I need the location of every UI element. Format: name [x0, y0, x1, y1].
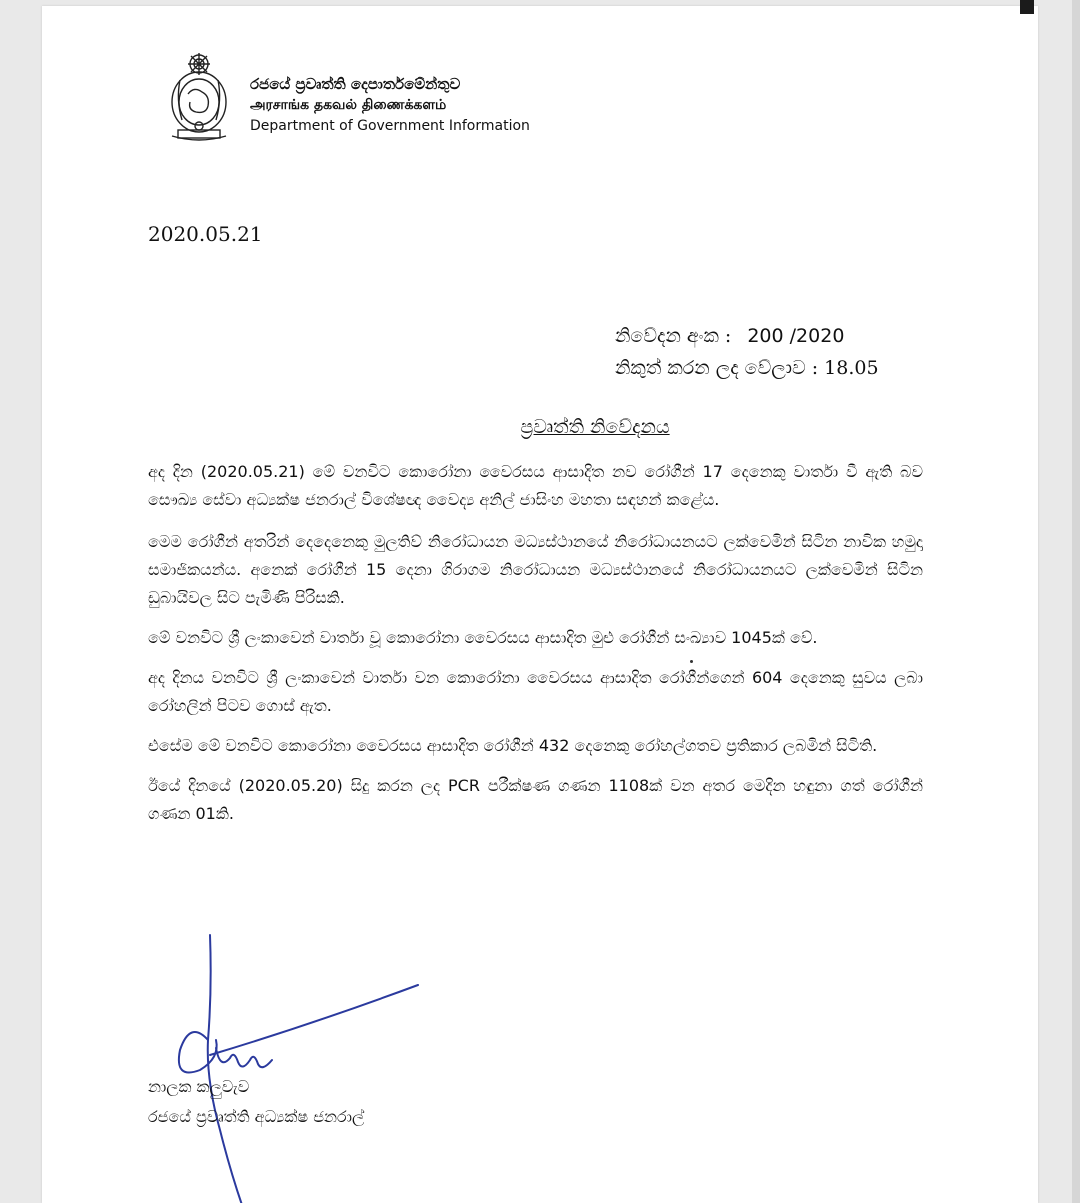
heading-text: ප්‍රවෘත්ති නිවේදනය [520, 416, 670, 438]
signatory-block [148, 1072, 364, 1132]
org-name-sinhala: රජයේ ප්‍රවෘත්ති දෙපාර්තමේන්තුව [250, 75, 461, 93]
notice-number-value: 200 /2020 [747, 325, 845, 347]
issue-time-label: නිකුත් කරන ලද වේලාව : [615, 357, 819, 379]
paragraph: මේ වනවිට ශ්‍රී ලංකාවෙන් වාර්තා වූ කොරෝනා වෛරසය ආසාදිත මුළු රෝගීන් සංඛ්‍යාව 1045ක් වේ. [148, 628, 818, 647]
notice-number-row [615, 320, 879, 352]
paragraph: අද දිනය වනවිට ශ්‍රී ලංකාවෙන් වාර්තා වන කොරෝනා වෛරසය ආසාදිත රෝගීන්ගෙන් 604 දෙනෙකු සුවය ලබා රෝහලින් පිටව ගොස් ඇත. [148, 668, 923, 715]
scan-corner-mark [1020, 0, 1034, 14]
page-edge [1072, 0, 1080, 1203]
sri-lanka-emblem-icon [166, 50, 232, 142]
letterhead [166, 50, 546, 142]
issue-time-value: 18.05 [824, 357, 879, 379]
issue-time-row [615, 352, 879, 384]
speck [690, 660, 693, 663]
paragraph: මෙම රෝගීන් අතරින් දෙදෙනෙකු මුලතිව් නිරෝධායන මධ්‍යස්ථානයේ නිරෝධායනයට ලක්වෙමින් සිටින නාවික හමුදා සමාජිකයන්ය. අනෙක් රෝගීන් 15 දෙනා ගිරාගම නිරෝධායන මධ්‍යස්ථානයේ නිරෝධායනයට ලක්වෙමින් සිටින ඩුබායිවල සිට පැමිණි පිරිසකි. [148, 532, 923, 607]
document-body [148, 458, 923, 840]
org-name-english: Department of Government Information [250, 118, 530, 134]
document-date: 2020.05.21 [148, 222, 263, 246]
document-heading [0, 416, 1080, 438]
notice-number-label: නිවේදන අංක : [615, 325, 732, 347]
paragraph: අද දින (2020.05.21) මේ වනවිට කොරෝනා වෛරසය ආසාදිත නව රෝගීන් 17 දෙනෙකු වාර්තා වී ඇති බව සෞඛ්‍ය සේවා අධ්‍යක්ෂ ජනරාල් විශේෂඥ වෛද්‍ය අනිල් ජාසිංහ මහතා සඳහන් කළේය. [148, 462, 923, 509]
organization-name [250, 74, 530, 136]
org-name-tamil: அரசாங்க தகவல் திணைக்களம் [250, 97, 447, 113]
signatory-title: රජයේ ප්‍රවෘත්ති අධ්‍යක්ෂ ජනරාල් [148, 1107, 365, 1126]
handwritten-signature-icon [150, 930, 450, 1203]
reference-block [615, 320, 879, 384]
paragraph: ඊයේ දිනයේ (2020.05.20) සිදු කරන ලද PCR පරීක්ෂණ ගණන 1108ක් වන අතර මෙදින හඳුනා ගත් රෝගීන් ගණන 01කි. [148, 776, 923, 823]
signatory-name: නාලක කලුවැව [148, 1077, 250, 1096]
paragraph: එසේම මේ වනවිට කොරෝනා වෛරසය ආසාදිත රෝගීන් 432 දෙනෙකු රෝහල්ගතව ප්‍රතිකාර ලබමින් සිටිති. [148, 736, 878, 755]
